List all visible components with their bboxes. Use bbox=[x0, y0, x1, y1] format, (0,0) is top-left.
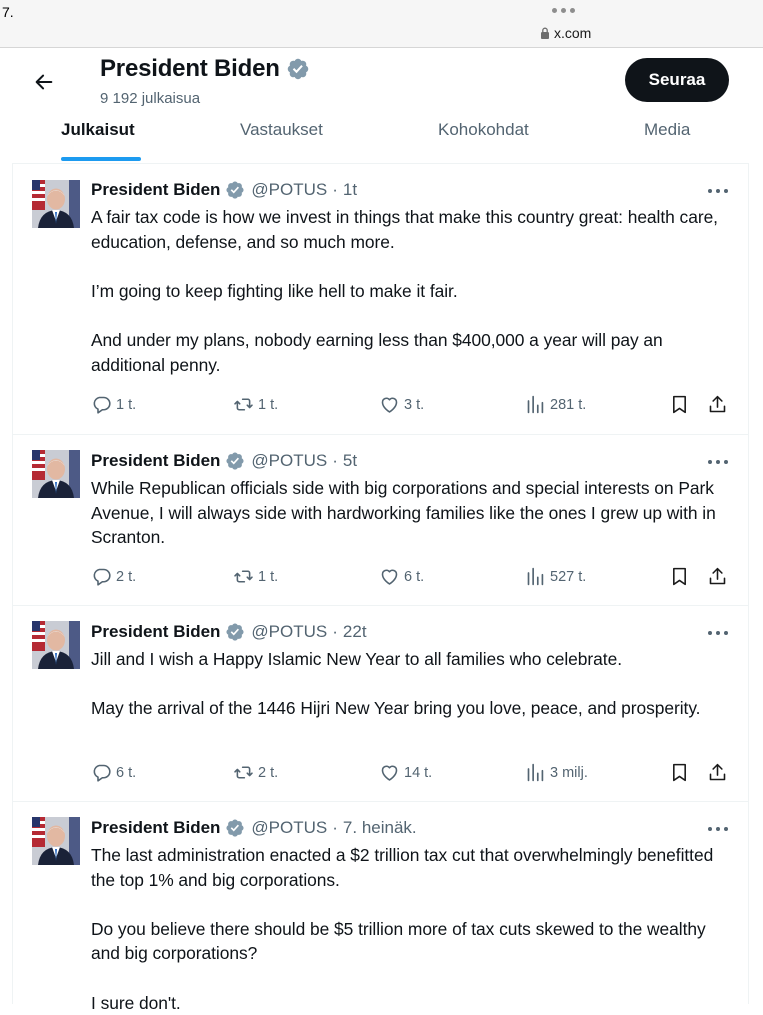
tweet-timestamp[interactable]: 5t bbox=[342, 451, 358, 470]
avatar[interactable] bbox=[32, 817, 80, 865]
bookmark-icon bbox=[669, 566, 690, 587]
tab-media[interactable]: Media bbox=[644, 120, 691, 139]
tweet-timestamp[interactable]: 1t bbox=[342, 180, 358, 199]
share-icon bbox=[707, 762, 728, 783]
tweet-paragraph: I’m going to keep fighting like hell to make it fair. bbox=[91, 280, 458, 301]
address-bar[interactable] bbox=[540, 25, 591, 41]
bookmark-icon bbox=[669, 394, 690, 415]
bookmark-button[interactable] bbox=[669, 566, 690, 587]
tab-highlights[interactable]: Kohokohdat bbox=[438, 120, 529, 139]
like-count: 6 t. bbox=[404, 568, 425, 585]
browser-chrome bbox=[0, 0, 763, 48]
verified-badge-icon bbox=[225, 818, 245, 838]
verified-badge-icon bbox=[225, 622, 245, 642]
reply-icon bbox=[91, 762, 112, 783]
tweet[interactable] bbox=[13, 435, 748, 606]
tweet-actions bbox=[91, 394, 731, 418]
retweet-icon bbox=[233, 566, 254, 587]
tweet-author-handle[interactable]: @POTUS bbox=[251, 818, 328, 837]
tweet-header bbox=[91, 818, 417, 838]
profile-tabs bbox=[12, 110, 749, 164]
tweet-author-name[interactable]: President Biden bbox=[91, 451, 221, 470]
profile-name: President Biden bbox=[100, 55, 280, 82]
separator-dot: · bbox=[332, 818, 338, 837]
tweet-paragraph: I sure don't. bbox=[91, 992, 181, 1013]
tab-posts[interactable]: Julkaisut bbox=[61, 120, 135, 139]
tweet-text bbox=[91, 843, 739, 1015]
tweet-text bbox=[91, 647, 739, 721]
separator-dot: · bbox=[332, 622, 338, 641]
views-button[interactable] bbox=[525, 762, 588, 783]
share-icon bbox=[707, 394, 728, 415]
repost-count: 2 t. bbox=[258, 764, 279, 781]
more-options-icon[interactable] bbox=[707, 825, 729, 833]
status-bar-text: 7. bbox=[2, 4, 14, 20]
verified-badge-icon bbox=[225, 180, 245, 200]
follow-button[interactable]: Seuraa bbox=[625, 58, 729, 102]
heart-icon bbox=[379, 762, 400, 783]
tweet-paragraph: Do you believe there should be $5 trillion more of tax cuts skewed to the wealthy and big corporations? bbox=[91, 918, 706, 964]
view-count: 527 t. bbox=[550, 568, 587, 585]
tweet[interactable] bbox=[13, 606, 748, 802]
like-button[interactable] bbox=[379, 566, 424, 587]
tweet-actions bbox=[91, 566, 731, 590]
reply-icon bbox=[91, 394, 112, 415]
repost-count: 1 t. bbox=[258, 396, 279, 413]
repost-button[interactable] bbox=[233, 394, 278, 415]
views-button[interactable] bbox=[525, 566, 586, 587]
tweet-timestamp[interactable]: 7. heinäk. bbox=[342, 818, 417, 837]
avatar[interactable] bbox=[32, 180, 80, 228]
tweet-author-handle[interactable]: @POTUS bbox=[251, 180, 328, 199]
more-options-icon[interactable] bbox=[707, 187, 729, 195]
tab-replies[interactable]: Vastaukset bbox=[240, 120, 323, 139]
reply-icon bbox=[91, 566, 112, 587]
tweet-paragraph: While Republican officials side with big corporations and special interests on Park Avenue, I will always side with hardworking families like the ones I grew up with in Scranton. bbox=[91, 478, 716, 548]
avatar[interactable] bbox=[32, 450, 80, 498]
tweet-header bbox=[91, 180, 357, 200]
browser-menu-icon[interactable] bbox=[552, 8, 575, 13]
heart-icon bbox=[379, 394, 400, 415]
tweet-paragraph: And under my plans, nobody earning less than $400,000 a year will pay an additional penny. bbox=[91, 329, 663, 375]
views-icon bbox=[525, 394, 546, 415]
tweet[interactable] bbox=[13, 164, 748, 435]
posts-count: 9 192 julkaisua bbox=[100, 90, 201, 107]
tweet-header bbox=[91, 451, 357, 471]
reply-button[interactable] bbox=[91, 566, 136, 587]
retweet-icon bbox=[233, 394, 254, 415]
share-button[interactable] bbox=[707, 394, 728, 415]
bookmark-button[interactable] bbox=[669, 762, 690, 783]
reply-button[interactable] bbox=[91, 394, 136, 415]
separator-dot: · bbox=[332, 451, 338, 470]
like-button[interactable] bbox=[379, 762, 432, 783]
share-button[interactable] bbox=[707, 762, 728, 783]
share-icon bbox=[707, 566, 728, 587]
like-button[interactable] bbox=[379, 394, 424, 415]
verified-badge-icon bbox=[225, 451, 245, 471]
reply-count: 6 t. bbox=[116, 764, 137, 781]
share-button[interactable] bbox=[707, 566, 728, 587]
arrow-left-icon bbox=[33, 71, 55, 93]
tweet-text bbox=[91, 476, 739, 550]
retweet-icon bbox=[233, 762, 254, 783]
tweet-actions bbox=[91, 762, 731, 786]
like-count: 3 t. bbox=[404, 396, 425, 413]
heart-icon bbox=[379, 566, 400, 587]
tweet-timestamp[interactable]: 22t bbox=[342, 622, 367, 641]
tweet-author-name[interactable]: President Biden bbox=[91, 622, 221, 641]
bookmark-button[interactable] bbox=[669, 394, 690, 415]
like-count: 14 t. bbox=[404, 764, 433, 781]
active-tab-indicator bbox=[61, 157, 141, 161]
view-count: 3 milj. bbox=[550, 764, 588, 781]
views-icon bbox=[525, 762, 546, 783]
tweet-feed bbox=[12, 164, 749, 1013]
verified-badge-icon[interactable] bbox=[286, 57, 310, 81]
tweet[interactable] bbox=[13, 802, 748, 1013]
tweet-paragraph: May the arrival of the 1446 Hijri New Year bring you love, peace, and prosperity. bbox=[91, 698, 701, 719]
reply-count: 1 t. bbox=[116, 396, 137, 413]
more-options-icon[interactable] bbox=[707, 629, 729, 637]
bookmark-icon bbox=[669, 762, 690, 783]
repost-button[interactable] bbox=[233, 762, 278, 783]
views-button[interactable] bbox=[525, 394, 586, 415]
back-button[interactable] bbox=[26, 64, 62, 100]
more-options-icon[interactable] bbox=[707, 458, 729, 466]
tweet-header bbox=[91, 622, 367, 642]
tweet-author-handle[interactable]: @POTUS bbox=[251, 622, 328, 641]
lock-icon bbox=[540, 27, 550, 39]
tweet-author-name[interactable]: President Biden bbox=[91, 180, 221, 199]
tweet-paragraph: Jill and I wish a Happy Islamic New Year to all families who celebrate. bbox=[91, 649, 622, 669]
avatar[interactable] bbox=[32, 621, 80, 669]
views-icon bbox=[525, 566, 546, 587]
reply-count: 2 t. bbox=[116, 568, 137, 585]
tweet-paragraph: A fair tax code is how we invest in things that make this country great: health care, education, defense, and so much more. bbox=[91, 207, 718, 252]
separator-dot: · bbox=[332, 180, 338, 199]
tweet-author-handle[interactable]: @POTUS bbox=[251, 451, 328, 470]
tweet-author-name[interactable]: President Biden bbox=[91, 818, 221, 837]
profile-header bbox=[100, 55, 310, 83]
repost-count: 1 t. bbox=[258, 568, 279, 585]
view-count: 281 t. bbox=[550, 396, 587, 413]
reply-button[interactable] bbox=[91, 762, 136, 783]
url-text: x.com bbox=[554, 25, 592, 41]
repost-button[interactable] bbox=[233, 566, 278, 587]
tweet-paragraph: The last administration enacted a $2 trillion tax cut that overwhelmingly benefitted the top 1% and big corporations. bbox=[91, 845, 714, 890]
tweet-text bbox=[91, 205, 739, 377]
